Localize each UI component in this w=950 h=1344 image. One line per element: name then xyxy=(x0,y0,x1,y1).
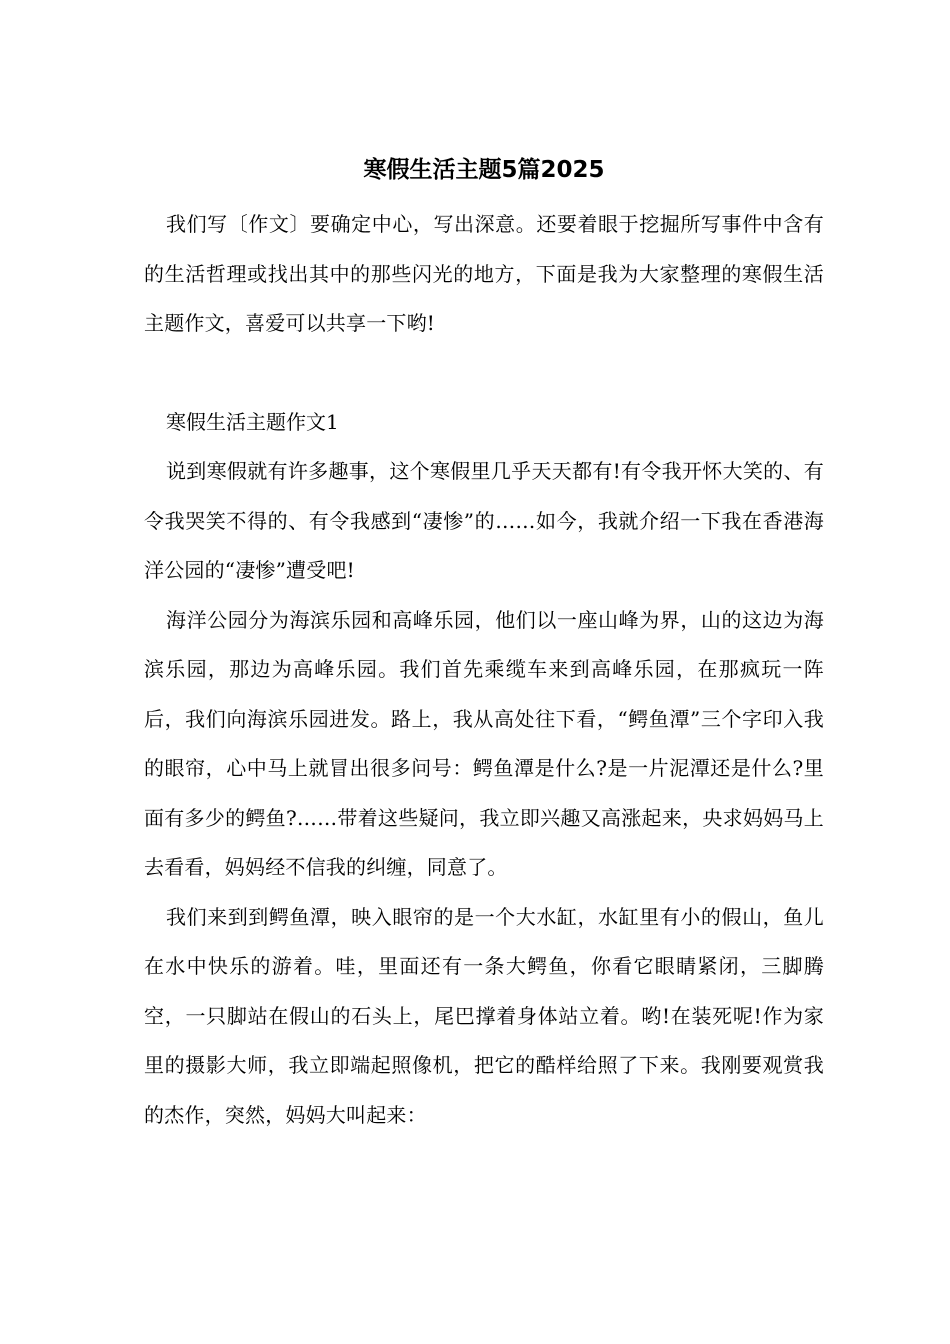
body-paragraph-3: 我们来到到鳄鱼潭，映入眼帘的是一个大水缸，水缸里有小的假山，鱼儿在水中快乐的游着。哇，里面还有一条大鳄鱼，你看它眼睛紧闭，三脚腾空，一只脚站在假山的石头上，尾巴撑着身体站立着。哟!在装死呢!作为家里的摄影大师，我立即端起照像机，把它的酷样给照了下来。我刚要观赏我的杰作，突然，妈妈大叫起来： xyxy=(144,904,824,1127)
document-title: 寒假生活主题5篇2025 xyxy=(363,157,605,183)
intro-paragraph: 我们写〔作文〕要确定中心，写出深意。还要着眼于挖掘所写事件中含有的生活哲理或找出其中的那些闪光的地方，下面是我为大家整理的寒假生活主题作文，喜爱可以共享一下哟! xyxy=(144,212,824,335)
section-heading: 寒假生活主题作文1 xyxy=(166,409,339,434)
blank-line xyxy=(144,349,824,398)
body-paragraph-1: 说到寒假就有许多趣事，这个寒假里几乎天天都有!有令我开怀大笑的、有令我哭笑不得的、有令我感到“凄惨”的……如今，我就介绍一下我在香港海洋公园的“凄惨”遭受吧! xyxy=(144,459,824,582)
body-paragraph-2: 海洋公园分为海滨乐园和高峰乐园，他们以一座山峰为界，山的这边为海滨乐园，那边为高峰乐园。我们首先乘缆车来到高峰乐园，在那疯玩一阵后，我们向海滨乐园进发。路上，我从高处往下看，“鳄鱼潭”三个字印入我的眼帘，心中马上就冒出很多问号：鳄鱼潭是什么?是一片泥潭还是什么?里面有多少的鳄鱼?……带着这些疑问，我立即兴趣又高涨起来，央求妈妈马上去看看，妈妈经不信我的纠缠，同意了。 xyxy=(144,607,824,879)
document-page xyxy=(144,150,824,1140)
